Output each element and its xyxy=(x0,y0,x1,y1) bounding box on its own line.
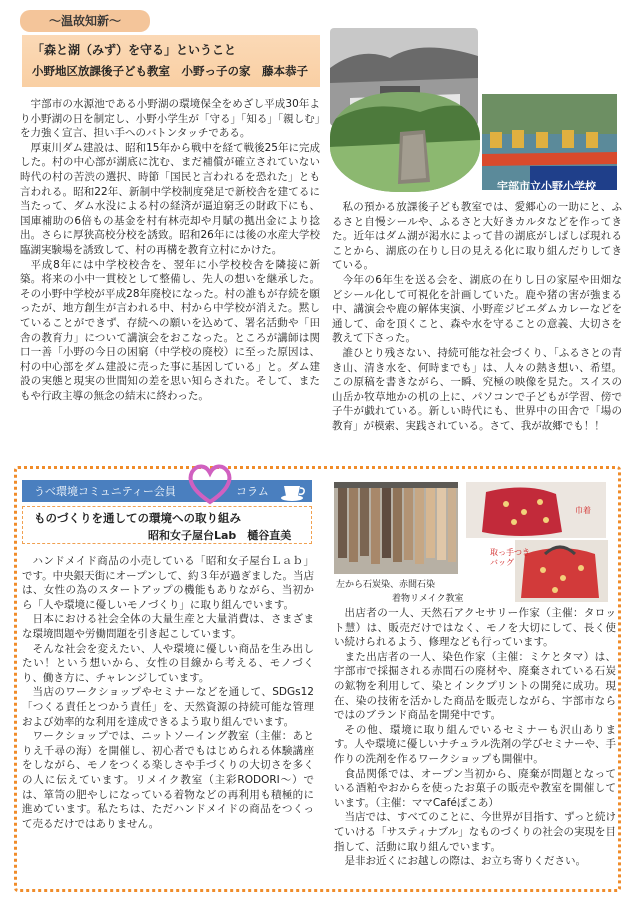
column-left-paragraph: そんな社会を変えたい、人や環境に優しい商品を生み出したい！という想いから、女性の目線から考える、モノづくり、働き方に、チャレンジしています。 xyxy=(22,642,314,684)
school-kayak-photo xyxy=(482,94,617,190)
right-paragraph: 私の預かる放課後子ども教室では、愛郷心の一助にと、ふるさと自慢シールや、ふるさと大好きカルタなどを作ってきた。近年はダム湖が渇水によって昔の湖底がしばしば現れることから、湖底の在りし日の見える化に取り組んだりしてきている。 xyxy=(332,201,622,272)
column-banner-right: コラム xyxy=(236,485,269,498)
column-author: 昭和女子屋台Lab 樋谷直美 xyxy=(148,529,292,542)
column-title: ものづくりを通しての環境への取り組み xyxy=(34,511,241,525)
right-paragraph: 今年の6年生を送る会を、湖底の在りし日の家屋や田畑などシール化して可視化を計画していた。鹿や猪の害が強まる中、講演会や鹿の解体実演、小野産ジビエダムカレーなどを通して、命を頂くこと、森や水を守ることの意義、大切さを教えて下さった。 xyxy=(332,273,622,345)
column-left-paragraph: ワークショップでは、ニットソーイング教室（主催：あとりえ千尋の海）を開催し、初心者でもはじめられる体験講座をしながら、モノをつくる楽しさや手づくりの大切さを多くの人に伝えています。リメイク教室（主彩RODORI〜）では、箪笥の肥やしになっている着物などの再利用も積極的に進めています。私たちは、ただハンドメイドの商品をつくって売るだけではありません。 xyxy=(22,730,314,830)
dyed-cloth-photo xyxy=(334,482,458,574)
column-left-paragraph: ハンドメイド商品の小売している「昭和女子屋台Ｌａｂ」です。中央銀天街にオープンして、約３年が過ぎました。当店は、女性の為のスタートアップの機能もありながら、当初から「人や環境に優しいモノづくり」に取り組んでいます。 xyxy=(22,555,315,611)
school-sign-text: 宇部市立小野小学校 xyxy=(497,180,596,193)
left-paragraph: 宇部市の水源池である小野湖の環境保全をめざし平成30年より小野湖の日を制定し、小野小学生が「守る」「知る」「親しむ」を力強く宣言、担い手へのバトンタッチである。 xyxy=(20,98,320,140)
column-left-body xyxy=(22,554,314,831)
column-right-paragraph: 出店者の一人、天然石アクセサリー作家（主催：タロット慧）は、販売だけではなく、モノを大切にして、長く使い続けられるよう、修理なども行っています。 xyxy=(334,607,616,649)
column-right-body xyxy=(334,606,616,869)
article-title: 「森と湖（みず）を守る」ということ xyxy=(32,43,237,57)
column-left-paragraph: 当店のワークショップやセミナーなどを通して、SDGs12「つくる責任とつかう責任」を、天然資源の持続可能な管理および効率的な利用を達成できるよう取り組んでいます。 xyxy=(22,686,314,728)
column-right-paragraph: また出店者の一人、染色作家（主催：ミケとタマ）は、宇部市で採掘される赤間石の廃材や、廃棄されている石炭の鉱物を利用して、染とインクプリントの開発に成功。現在、染の技術を活かした商品を販売しながら、宇部市ならではのブランド商品を開発中です。 xyxy=(334,650,616,722)
column-left-paragraph: 日本における社会全体の大量生産と大量消費は、さまざまな環境問題や労働問題を引き起こしています。 xyxy=(22,613,314,640)
bag-label: 取っ手つき バッグ xyxy=(490,548,530,567)
heart-icon xyxy=(186,462,234,506)
column-banner-left: うべ環境コミュニティー会員 xyxy=(34,485,176,498)
column-right-paragraph: 当店では、すべてのことに、今世界が目指す、ずっと続けていける「サスティナブル」なものづくりの社会の実現を目指して、活動に取り組んでいます。 xyxy=(334,811,616,853)
dyed-cloth-caption: 左から石炭染、赤間石染 xyxy=(336,580,436,590)
column-right-paragraph: その他、環境に取り組んでいるセミナーも沢山あります。人や環境に優しいナチュラル洗剤の学びセミナーや、手作りの洗剤を作るワークショップも開催中。 xyxy=(334,723,616,765)
lake-landscape-photo xyxy=(330,92,480,192)
coffee-cup-icon xyxy=(280,481,306,501)
remake-class-caption: 着物リメイク教室 xyxy=(392,594,464,604)
right-article-body xyxy=(332,200,622,434)
column-right-paragraph: 食品関係では、オープン当初から、廃棄が問題となっている酒粕やおからを使ったお菓子の販売や教室を開催しています。（主催：ママCaféぽこあ） xyxy=(334,767,616,809)
article-byline: 小野地区放課後子ども教室 小野っ子の家 藤本恭子 xyxy=(32,64,308,78)
kinchaku-label: 巾着 xyxy=(575,506,591,515)
right-paragraph: 誰ひとり残さない、持続可能な社会づくり、「ふるさとの青き山、清き水を、何時までも」は、人々の熱き想い、希望。この原稿を書きながら、一瞬、究極の映像を見た。スイスの山岳か牧草地かの机の上に、パソコンで子どもが学習、傍で子牛が戯れている。新しい時代にも、世界中の田舎で「場の教育」が模索、実践されている。さて、我が故郷でも！！ xyxy=(332,346,622,432)
left-paragraph: 平成8年には中学校校舎を、翌年に小学校校舎を隣接に新築。将来の小中一貫校として整備し、先人の想いを継承した。その小野中学校が平成28年廃校になった。村の誰もが存続を願ったが、地方創生が言われる中、村から中学校が消えた。黙していることができず、存続への願いを込めて、署名活動や「田舎の教育力」について講演会をおこなった。ところが講師は関口一善「小野の今日の困窮（中学校の廃校）に至った原因は、村の中心部をダム建設に売った事に基因している」と。ダム建設の実態と現実の世間知の差を思い知らされた。そして、またもや行政主導の無念の結末に終わった。 xyxy=(20,258,320,402)
left-paragraph: 厚東川ダム建設は、昭和15年から戦中を経て戦後25年に完成した。村の中心部が湖底に沈む、まだ補償が確立されていない時代の村の苦渋の選択、時節「国民と言われるを恐れた」とも言われる。昭和22年、新制中学校制度発足で新校舎を建てるに当たって、ダム水没による村の経済が逼迫窮乏の財政下にも、国庫補助の6倍もの基金を村有林売却や月賦の拠出金により捻出。さらに厚狭高校分校を誘致。昭和26年には後の水産大学校臨湖実験場を誘致して、村の再構を教育立村にかけた。 xyxy=(20,141,320,256)
column-right-paragraph: 是非お近くにお越しの際は、お立ち寄りください。 xyxy=(344,855,586,868)
left-article-body xyxy=(20,97,320,403)
section-kicker: ～温故知新～ xyxy=(20,10,150,32)
